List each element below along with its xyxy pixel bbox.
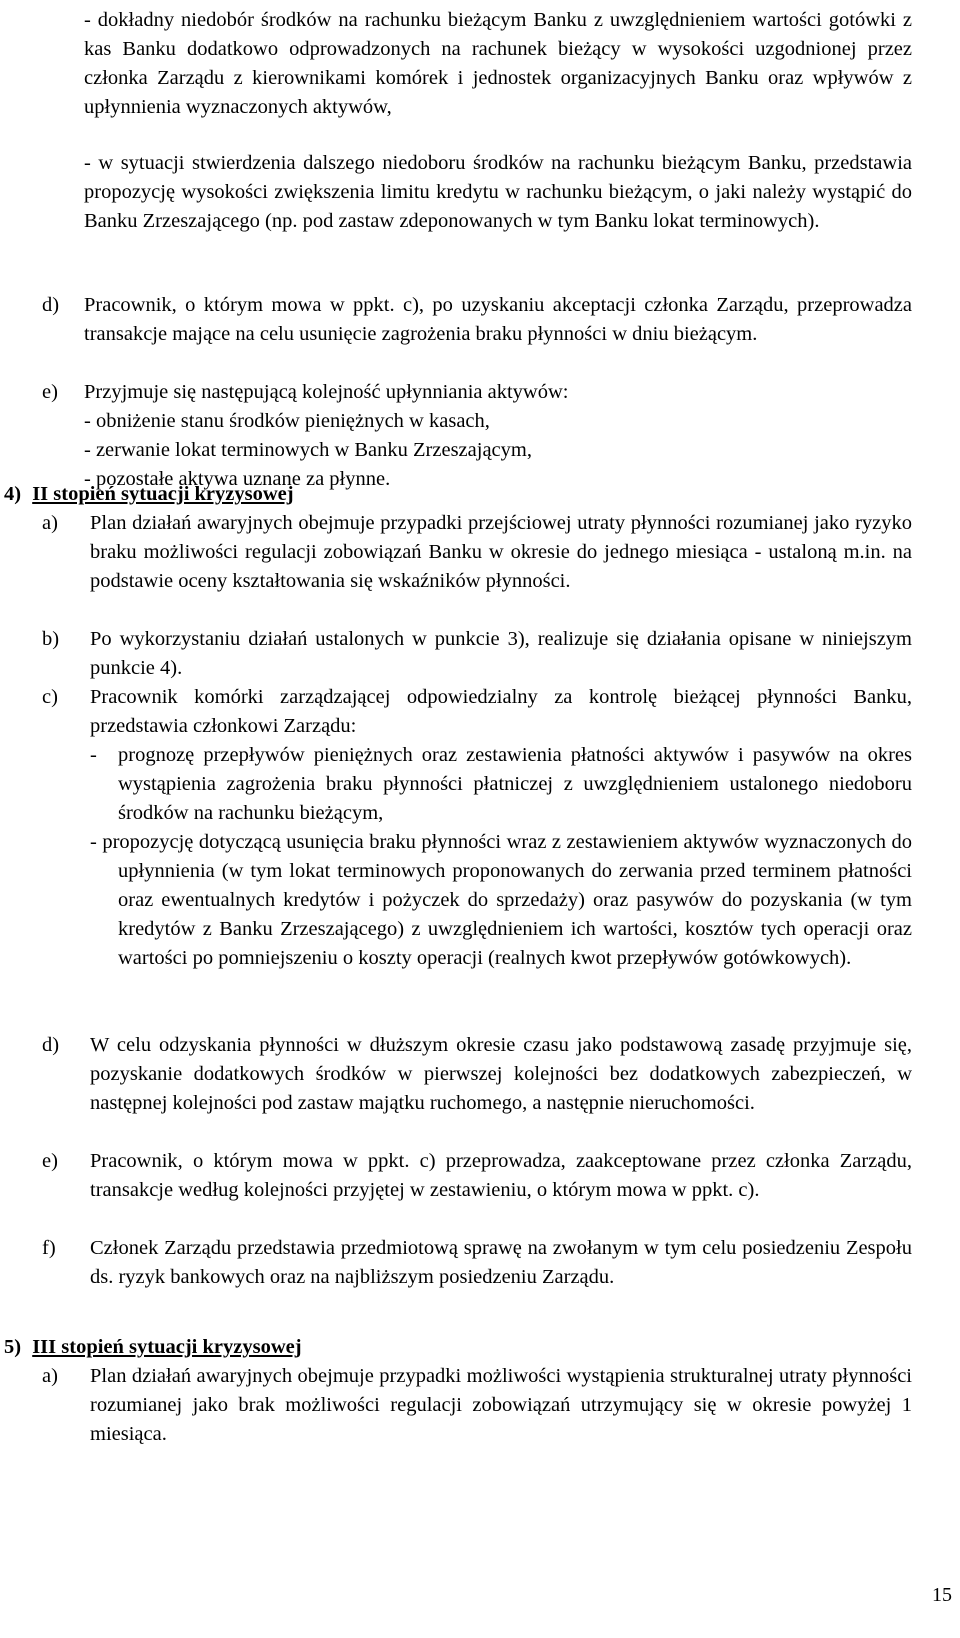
item-label: e) [42,381,58,403]
section-heading-4 [4,480,294,509]
item-text: Pracownik, o którym mowa w ppkt. c), po uzyskaniu akceptacji członka Zarządu, przeprowadza transakcje mające na celu usunięcie zagrożenia braku płynności w dniu bieżącym. [84,294,912,345]
item-text: Plan działań awaryjnych obejmuje przypadki możliwości wystąpienia strukturalnej utraty płynności rozumianej jako brak możliwości regulacji zobowiązań utrzymujący się w okresie powyżej 1 miesiąca. [90,1365,912,1445]
section4-item-e [42,1147,912,1205]
item-label: b) [42,628,60,650]
section4-item-c [42,683,912,741]
heading-number: 4) [4,483,22,505]
list-item: - zerwanie lokat terminowych w Banku Zrzeszającym, [84,439,532,461]
heading-text: III stopień sytuacji kryzysowej [32,1336,302,1358]
section4-item-a [42,509,912,596]
section5-item-a [42,1362,912,1449]
bullet-text: - w sytuacji stwierdzenia dalszego niedoboru środków na rachunku bieżącym Banku, przedstawia propozycję wysokości zwiększenia limitu kredytu w rachunku bieżącym, o jaki należy wystąpić do Banku Zrzeszającego (np. pod zastaw zdeponowanych w tym Banku lokat terminowych). [84,152,912,232]
item-label: d) [42,294,60,316]
item-text: Przyjmuje się następującą kolejność upłynniania aktywów: [84,381,569,403]
continuation-bullet-1 [84,6,912,122]
page-number: 15 [932,1584,952,1606]
item-label: f) [42,1237,56,1259]
heading-text: II stopień sytuacji kryzysowej [32,483,294,505]
list-item: - obniżenie stanu środków pieniężnych w kasach, [84,410,490,432]
item-label: a) [42,1365,58,1387]
item-text: Pracownik, o którym mowa w ppkt. c) przeprowadza, zaakceptowane przez członka Zarządu, transakcje według kolejności przyjętej w zestawieniu, o którym mowa w ppkt. c). [90,1150,912,1201]
item-text: Członek Zarządu przedstawia przedmiotową sprawę na zwołanym w tym celu posiedzeniu Zespołu ds. ryzyk bankowych oraz na najbliższym posiedzeniu Zarządu. [90,1237,912,1288]
item-label: c) [42,686,58,708]
item-text: Pracownik komórki zarządzającej odpowiedzialny za kontrolę bieżącej płynności Banku, przedstawia członkowi Zarządu: [90,686,912,737]
item-label: a) [42,512,58,534]
section4-item-c-sub2 [90,828,912,973]
bullet-text: - dokładny niedobór środków na rachunku bieżącym Banku z uwzględnieniem wartości gotówki z kas Banku dodatkowo odprowadzonych na rachunek bieżący w wysokości uzgodnionej przez członka Zarządu z kierownikami komórek i jednostek organizacyjnych Banku oraz wpływów z upłynnienia wyznaczonych aktywów, [84,9,912,118]
list-item: - pozostałe aktywa uznane za płynne. [84,468,391,490]
item-label: e) [42,1150,58,1172]
heading-number: 5) [4,1336,22,1358]
item-text: W celu odzyskania płynności w dłuższym okresie czasu jako podstawową zasadę przyjmuje się, pozyskanie dodatkowych środków w pierwszej kolejności bez dodatkowych zabezpieczeń, w następnej kolejności pod zastaw majątku ruchomego, a następnie nieruchomości. [90,1034,912,1114]
section4-item-b [42,625,912,683]
section3-item-d [42,291,912,349]
item-text: Plan działań awaryjnych obejmuje przypadki przejściowej utraty płynności rozumianej jako ryzyko braku możliwości regulacji zobowiązań Banku w okresie do jednego miesiąca - ustaloną m.in. na podstawie oceny kształtowania się wskaźników płynności. [90,512,912,592]
section3-item-e [42,378,912,490]
section4-item-f [42,1234,912,1292]
section4-item-c-sub1 [90,741,912,828]
sub-dash: - [90,744,97,766]
continuation-bullet-2 [84,149,912,236]
section4-item-d [42,1031,912,1118]
section-heading-5 [4,1333,302,1362]
item-label: d) [42,1034,60,1056]
item-text: Po wykorzystaniu działań ustalonych w punkcie 3), realizuje się działania opisane w niniejszym punkcie 4). [90,628,912,679]
item-text: prognozę przepływów pieniężnych oraz zestawienia płatności aktywów i pasywów na okres wystąpienia zagrożenia braku płynności płatniczej z uwzględnieniem ustalonego niedoboru środków na rachunku bieżącym, [118,744,912,824]
item-text: - propozycję dotyczącą usunięcia braku płynności wraz z zestawieniem aktywów wyznaczonych do upłynnienia (w tym lokat terminowych proponowanych do zerwania przed terminem płatności oraz ewentualnych kredytów i pożyczek do sprzedaży) oraz pasywów do pozyskania (w tym kredytów z Banku Zrzeszającego) z uwzględnieniem ich wartości, kosztów tych operacji oraz wartości po pomniejszeniu o koszty operacji (realnych kwot przepływów gotówkowych). [90,831,912,969]
